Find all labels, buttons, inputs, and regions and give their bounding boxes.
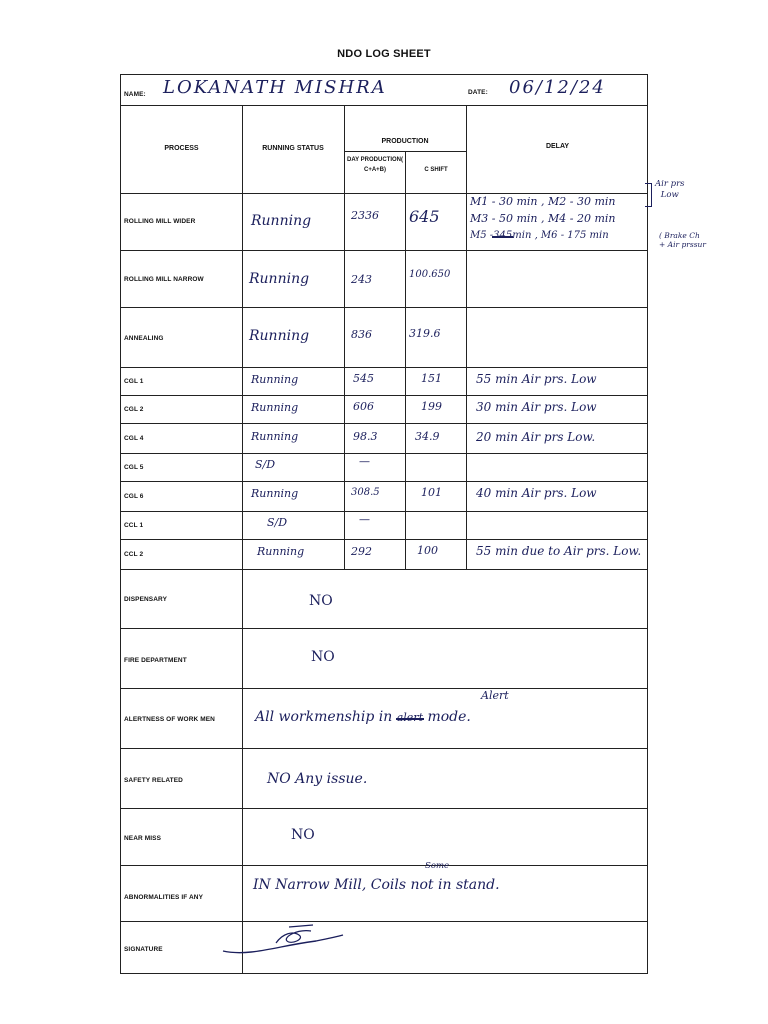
col-line <box>242 105 243 973</box>
struck-text: alert <box>396 711 423 724</box>
running-status-header: RUNNING STATUS <box>262 145 324 152</box>
bracket-mark <box>645 183 652 207</box>
sheet-title: NDO LOG SHEET <box>337 48 431 60</box>
day-production-value: 98.3 <box>353 430 378 443</box>
c-shift-value: 199 <box>421 400 442 413</box>
remark-label: SAFETY RELATED <box>124 777 183 784</box>
delay-value: 20 min Air prs Low. <box>476 430 596 444</box>
day-production-value: — <box>359 513 370 526</box>
day-production-header: DAY PRODUCTION( C+A+B) <box>346 157 403 173</box>
delay-note-2 <box>659 231 706 249</box>
delay-line-end: min , M6 - 175 min <box>512 230 609 241</box>
process-label: ROLLING MILL WIDER <box>124 218 196 225</box>
delay-header: DELAY <box>545 143 570 150</box>
delay-value: 40 min Air prs. Low <box>476 486 597 500</box>
production-header: PRODUCTION <box>381 138 429 145</box>
delay-line: M1 - 30 min , M2 - 30 min <box>470 195 616 208</box>
status-value: S/D <box>255 458 276 471</box>
process-label: CGL 1 <box>124 378 144 385</box>
delay-note <box>655 179 685 201</box>
c-shift-value: 100.650 <box>409 269 451 280</box>
row-line <box>121 808 647 809</box>
remark-label: NEAR MISS <box>124 835 162 842</box>
row-line <box>121 481 647 482</box>
status-value: Running <box>251 487 299 500</box>
remark-value: NO <box>311 649 335 665</box>
status-value: Running <box>249 328 310 344</box>
delay-note-line: Low <box>660 190 679 200</box>
day-production-value: 308.5 <box>351 487 380 498</box>
day-production-value: 836 <box>351 328 372 341</box>
c-shift-value: 100 <box>417 544 438 557</box>
status-value: Running <box>249 271 310 287</box>
remark-label: ABNORMALITIES IF ANY <box>124 894 204 901</box>
remark-value <box>255 709 471 725</box>
day-production-value: 243 <box>351 273 372 286</box>
day-production-value: 545 <box>353 372 374 385</box>
remark-value: NO <box>291 827 315 843</box>
row-line <box>121 250 647 251</box>
date-value: 06/12/24 <box>509 77 606 98</box>
c-shift-value: 151 <box>421 372 442 385</box>
row-line <box>121 921 647 922</box>
c-shift-value: 319.6 <box>409 327 441 340</box>
remark-value: IN Narrow Mill, Coils not in stand. <box>253 877 500 893</box>
status-value: Running <box>251 430 299 443</box>
delay-note-line: Air prs <box>655 179 685 189</box>
process-label: CGL 5 <box>124 464 144 471</box>
row-line <box>121 511 647 512</box>
day-production-value: — <box>359 455 370 468</box>
col-line <box>466 105 467 569</box>
remark-insert: Alert <box>481 689 509 702</box>
status-value: Running <box>257 545 305 558</box>
remark-text-end: mode. <box>427 709 471 725</box>
process-header: PROCESS <box>164 145 199 152</box>
c-shift-value: 34.9 <box>415 430 440 443</box>
delay-note-line: + Air prssur <box>659 240 706 249</box>
delay-line-start: M5 - <box>470 230 494 241</box>
day-production-value: 292 <box>351 545 372 558</box>
row-line <box>121 453 647 454</box>
row-line <box>121 748 647 749</box>
struck-text: 345 <box>493 230 513 241</box>
c-shift-value: 645 <box>409 207 440 226</box>
signature-label: SIGNATURE <box>124 946 163 953</box>
delay-value: 55 min Air prs. Low <box>476 372 597 386</box>
process-label: CGL 2 <box>124 406 144 413</box>
delay-value: 55 min due to Air prs. Low. <box>476 544 642 558</box>
process-label: CCL 2 <box>124 551 144 558</box>
delay-line: M3 - 50 min , M4 - 20 min <box>470 212 616 225</box>
row-line <box>121 105 647 106</box>
day-production-value: 606 <box>353 400 374 413</box>
process-label: CCL 1 <box>124 522 144 529</box>
row-line <box>121 688 647 689</box>
remark-insert: Some <box>425 861 450 871</box>
process-label: CGL 6 <box>124 493 144 500</box>
delay-line <box>470 230 609 241</box>
row-line <box>121 367 647 368</box>
log-sheet-table <box>120 74 706 974</box>
row-line <box>121 569 647 570</box>
process-label: ANNEALING <box>124 335 164 342</box>
name-value: LOKANATH MISHRA <box>163 77 387 98</box>
row-line <box>121 395 647 396</box>
c-shift-header: C SHIFT <box>424 167 448 173</box>
status-value: Running <box>251 401 299 414</box>
col-line <box>405 151 406 569</box>
delay-value: 30 min Air prs. Low <box>476 400 597 414</box>
signature-scribble <box>221 921 351 961</box>
remark-text: All workmenship in <box>255 709 393 725</box>
row-line <box>121 193 647 194</box>
delay-note-line: ( Brake Ch <box>659 231 700 240</box>
row-line <box>121 423 647 424</box>
status-value: S/D <box>267 516 288 529</box>
process-label: ROLLING MILL NARROW <box>124 276 204 283</box>
row-line <box>121 865 647 866</box>
row-line <box>121 307 647 308</box>
c-shift-value: 101 <box>421 486 442 499</box>
row-line <box>121 539 647 540</box>
remark-value: NO <box>309 593 333 609</box>
remark-label: FIRE DEPARTMENT <box>124 657 187 664</box>
date-label: DATE: <box>468 89 488 96</box>
process-label: CGL 4 <box>124 435 144 442</box>
status-value: Running <box>251 373 299 386</box>
name-label: NAME: <box>124 91 146 98</box>
remark-label: ALERTNESS OF WORK MEN <box>124 716 215 723</box>
row-line <box>121 628 647 629</box>
remark-value: NO Any issue. <box>267 771 368 787</box>
day-production-value: 2336 <box>351 209 379 222</box>
remark-label: DISPENSARY <box>124 596 168 603</box>
status-value: Running <box>251 213 312 229</box>
